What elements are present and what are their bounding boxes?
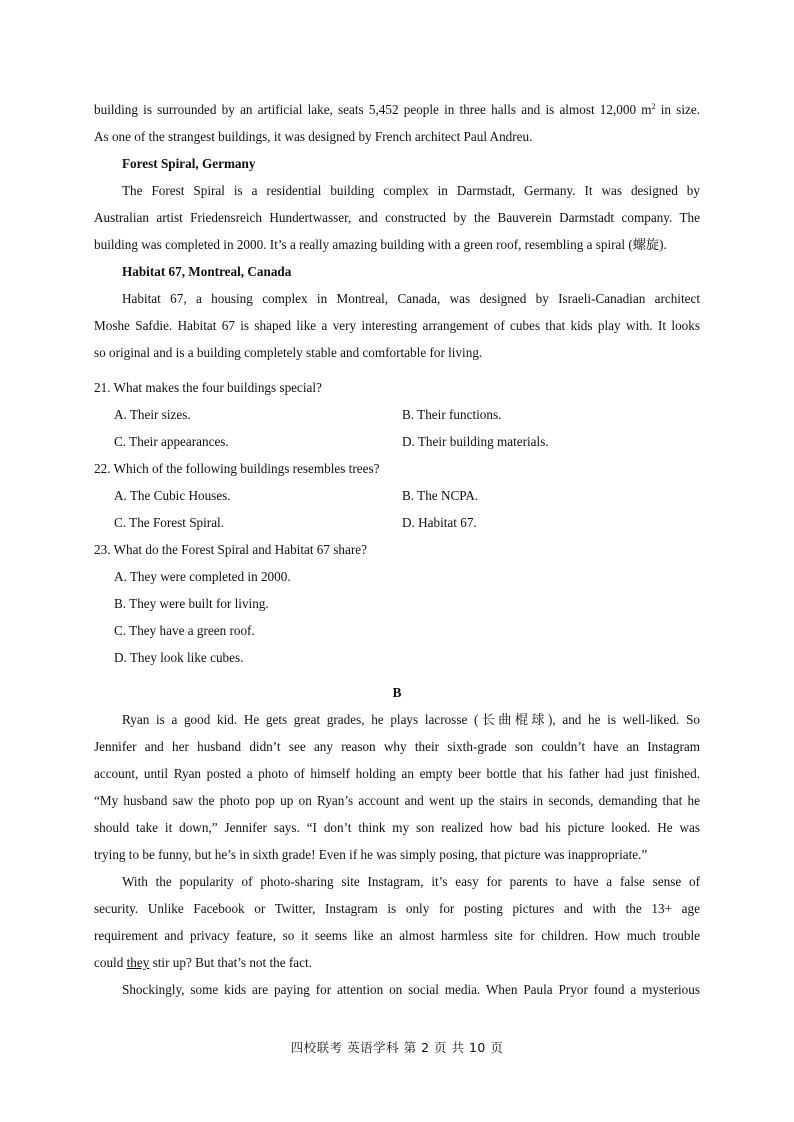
option-d: D. Their building materials. (402, 434, 549, 449)
passage-b-p2-line: requirement and privacy feature, so it seems like an almost harmless site for children. How much trouble (94, 928, 700, 943)
passage-b-p1-line: account, until Ryan posted a photo of himself holding an empty beer bottle that his father had just finished. (94, 766, 700, 781)
option-a: A. Their sizes. (114, 407, 191, 422)
option-a: A. The Cubic Houses. (114, 488, 231, 503)
option-c: C. They have a green roof. (114, 623, 255, 638)
passage-b-p2-line: With the popularity of photo-sharing site Instagram, it’s easy for parents to have a false sense of (122, 874, 700, 889)
forest-spiral-heading: Forest Spiral, Germany (122, 156, 256, 171)
passage-b-p1-line: Jennifer and her husband didn’t see any reason why their sixth-grade son couldn’t have an Instagram (94, 739, 700, 754)
forest-text-line: building was completed in 2000. It’s a really amazing building with a green roof, resembling a spiral (螺旋). (94, 237, 667, 252)
habitat-text-line: so original and is a building completely stable and comfortable for living. (94, 345, 483, 360)
passage-b-p1-line: should take it down,” Jennifer says. “I don’t think my son realized how bad his picture looked. He was (94, 820, 700, 835)
forest-text-line: Australian artist Friedensreich Hundertwasser, and constructed by the Bauverein Darmstadt company. The (94, 210, 700, 225)
ncpa-text-line-1: building is surrounded by an artificial lake, seats 5,452 people in three halls and is almost 12,000 $m^2$ in size. (94, 102, 700, 117)
option-d: D. They look like cubes. (114, 650, 244, 665)
superscript-2: 2 (651, 102, 656, 111)
option-b: B. The NCPA. (402, 488, 479, 503)
page-footer: 四校联考 英语学科 第 2 页 共 10 页 (290, 1040, 504, 1055)
question-21-options-row-1 (94, 401, 700, 428)
question-23-stem: 23. What do the Forest Spiral and Habitat 67 share? (94, 542, 367, 557)
option-c: C. Their appearances. (114, 434, 229, 449)
option-b: B. They were built for living. (114, 596, 269, 611)
passage-b-p3-line: Shockingly, some kids are paying for attention on social media. When Paula Pryor found a mysterious (122, 982, 700, 997)
option-d: D. Habitat 67. (402, 515, 477, 530)
option-a: A. They were completed in 2000. (114, 569, 291, 584)
question-21-stem: 21. What makes the four buildings special? (94, 380, 322, 395)
question-22-options-row-1 (94, 482, 700, 509)
passage-b-p2-line: security. Unlike Facebook or Twitter, Instagram is only for posting pictures and with the 13+ age (94, 901, 700, 916)
section-b-heading: B (392, 685, 402, 700)
habitat-heading: Habitat 67, Montreal, Canada (122, 264, 292, 279)
habitat-text-line: Habitat 67, a housing complex in Montreal, Canada, was designed by Israeli-Canadian architect (122, 291, 700, 306)
habitat-text-line: Moshe Safdie. Habitat 67 is shaped like a very interesting arrangement of cubes that kids play with. It looks (94, 318, 700, 333)
underlined-word: they (126, 955, 150, 970)
option-c: C. The Forest Spiral. (114, 515, 225, 530)
passage-b-p1-last-line: trying to be funny, but he’s in sixth grade! Even if he was simply posing, that picture was inappropriate.” (94, 847, 648, 862)
forest-text-line: The Forest Spiral is a residential building complex in Darmstadt, Germany. It was designed by (122, 183, 700, 198)
passage-b-p1-line: Ryan is a good kid. He gets great grades, he plays lacrosse (长曲棍球), and he is well-liked. So (122, 712, 700, 727)
ncpa-text-line-2: As one of the strangest buildings, it was designed by French architect Paul Andreu. (94, 129, 533, 144)
question-22-options-row-2 (94, 509, 700, 536)
passage-b-p1-line: “My husband saw the photo pop up on Ryan’s account and went up the stairs in seconds, demanding that he (94, 793, 700, 808)
passage-b-p2-last-line: could they stir up? But that’s not the fact. (94, 955, 312, 970)
option-b: B. Their functions. (402, 407, 502, 422)
question-21-options-row-2 (94, 428, 700, 455)
question-22-stem: 22. Which of the following buildings resembles trees? (94, 461, 380, 476)
document-page (94, 96, 700, 1003)
